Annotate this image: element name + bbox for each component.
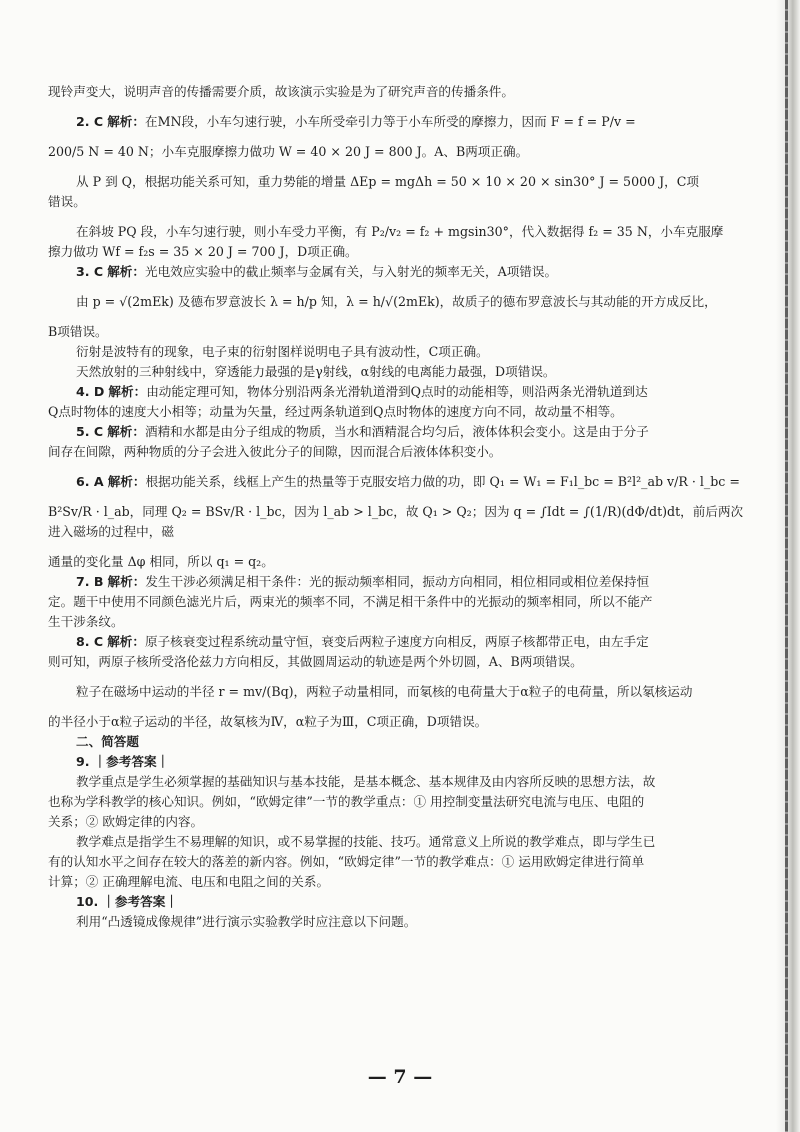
text-line: 2. C 解析：在MN段，小车匀速行驶，小车所受牵引力等于小车所受的摩擦力，因而 F = f = P/v = bbox=[76, 114, 636, 129]
analysis-label: 解析： bbox=[107, 474, 146, 489]
text-line: 3. C 解析：光电效应实验中的截止频率与金属有关，与入射光的频率无关，A项错误。 bbox=[76, 264, 558, 279]
reference-answer-label: ｜参考答案｜ bbox=[102, 894, 178, 909]
page-body bbox=[48, 82, 748, 932]
question-number: 2. C bbox=[76, 114, 104, 129]
text-line: 利用“凸透镜成像规律”进行演示实验教学时应注意以下问题。 bbox=[76, 914, 417, 929]
text-line: 7. B 解析：发生干涉必须满足相干条件：光的振动频率相同，振动方向相同，相位相同或相位差保持恒 bbox=[76, 574, 650, 589]
text-line: 有的认知水平之间存在较大的落差的新内容。例如，“欧姆定律”一节的教学难点：① 运用欧姆定律进行简单 bbox=[48, 854, 645, 869]
binding-edge-line bbox=[785, 0, 788, 1132]
analysis-label: 解析： bbox=[107, 264, 145, 279]
question-number: 9. bbox=[76, 754, 90, 769]
text-line bbox=[48, 752, 748, 772]
analysis-label: 解析： bbox=[107, 114, 145, 129]
text-line: 生干涉条纹。 bbox=[48, 614, 124, 629]
question-number: 8. C bbox=[76, 634, 104, 649]
scan-edge-shadow bbox=[776, 0, 800, 1132]
text-line: Q点时物体的速度大小相等；动量为矢量，经过两条轨道到Q点时物体的速度方向不同，故动量不相等。 bbox=[48, 404, 623, 419]
text-line: 现铃声变大，说明声音的传播需要介质，故该演示实验是为了研究声音的传播条件。 bbox=[48, 84, 514, 99]
text-line: B项错误。 bbox=[48, 324, 108, 339]
text-line: 擦力做功 Wf = f₂s = 35 × 20 J = 700 J，D项正确。 bbox=[48, 244, 358, 259]
text-line: 定。题干中使用不同颜色滤光片后，两束光的频率不同，不满足相干条件中的光振动的频率相同，所以不能产 bbox=[48, 594, 653, 609]
text-line: 6. A 解析：根据功能关系，线框上产生的热量等于克服安培力做的功，即 Q₁ = W₁ = F₁l_bc = B²l²_ab v/R · l_bc = bbox=[76, 474, 740, 489]
text-line: 的半径小于α粒子运动的半径，故氡核为Ⅳ，α粒子为Ⅲ，C项正确，D项错误。 bbox=[48, 714, 488, 729]
section-heading bbox=[48, 732, 748, 752]
text-line: 从 P 到 Q，根据功能关系可知，重力势能的增量 ΔEp = mgΔh = 50 × 10 × 20 × sin30° J = 5000 J，C项 bbox=[76, 174, 699, 189]
text-line bbox=[48, 892, 748, 912]
text-line: 计算；② 正确理解电流、电压和电阻之间的关系。 bbox=[48, 874, 330, 889]
text-line: 4. D 解析：由动能定理可知，物体分别沿两条光滑轨道滑到Q点时的动能相等，则沿两条光滑轨道到达 bbox=[76, 384, 648, 399]
text-line: B²Sv/R · l_ab，同理 Q₂ = BSv/R · l_bc，因为 l_ab > l_bc，故 Q₁ > Q₂；因为 q = ∫Idt = ∫(1/R)(dΦ/dt)dt，前后两次进入磁场的过程中，磁 bbox=[48, 504, 744, 539]
text-line: 关系；② 欧姆定律的内容。 bbox=[48, 814, 204, 829]
text-line: 粒子在磁场中运动的半径 r = mv/(Bq)，两粒子动量相同，而氡核的电荷量大于α粒子的电荷量，所以氡核运动 bbox=[76, 684, 693, 699]
question-number: 7. B bbox=[76, 574, 104, 589]
question-number: 4. D bbox=[76, 384, 105, 399]
text-line: 由 p = √(2mEk) 及德布罗意波长 λ = h/p 知，λ = h/√(2mEk)，故质子的德布罗意波长与其动能的开方成反比， bbox=[76, 294, 717, 309]
section-title: 二、简答题 bbox=[76, 734, 139, 749]
text-line: 教学难点是指学生不易理解的知识，或不易掌握的技能、技巧。通常意义上所说的教学难点，即与学生已 bbox=[76, 834, 656, 849]
question-number: 6. A bbox=[76, 474, 104, 489]
page-number: — 7 — bbox=[367, 1066, 433, 1088]
text-line: 则可知，两原子核所受洛伦兹力方向相反，其做圆周运动的轨迹是两个外切圆，A、B两项错误。 bbox=[48, 654, 583, 669]
text-line: 200/5 N = 40 N；小车克服摩擦力做功 W = 40 × 20 J = 800 J。A、B两项正确。 bbox=[48, 144, 529, 159]
text-line: 也称为学科教学的核心知识。例如，“欧姆定律”一节的教学重点：① 用控制变量法研究电流与电压、电阻的 bbox=[48, 794, 645, 809]
question-number: 3. C bbox=[76, 264, 104, 279]
text-line: 衍射是波特有的现象，电子束的衍射图样说明电子具有波动性，C项正确。 bbox=[76, 344, 489, 359]
question-number: 10. bbox=[76, 894, 99, 909]
text-line: 通量的变化量 Δφ 相同，所以 q₁ = q₂。 bbox=[48, 554, 274, 569]
analysis-label: 解析： bbox=[108, 384, 147, 399]
text-line: 天然放射的三种射线中，穿透能力最强的是γ射线，α射线的电离能力最强，D项错误。 bbox=[76, 364, 556, 379]
text-line: 教学重点是学生必须掌握的基础知识与基本技能，是基本概念、基本规律及由内容所反映的思想方法，故 bbox=[76, 774, 656, 789]
analysis-label: 解析： bbox=[107, 424, 145, 439]
reference-answer-label: ｜参考答案｜ bbox=[93, 754, 170, 769]
text-line: 错误。 bbox=[48, 194, 86, 209]
text-line: 在斜坡 PQ 段，小车匀速行驶，则小车受力平衡，有 P₂/v₂ = f₂ + mgsin30°，代入数据得 f₂ = 35 N，小车克服摩 bbox=[76, 224, 724, 239]
text-line: 8. C 解析：原子核衰变过程系统动量守恒，衰变后两粒子速度方向相反，两原子核都带正电，由左手定 bbox=[76, 634, 649, 649]
analysis-label: 解析： bbox=[107, 574, 146, 589]
text-line: 5. C 解析：酒精和水都是由分子组成的物质，当水和酒精混合均匀后，液体体积会变小。这是由于分子 bbox=[76, 424, 649, 439]
text-line: 间存在间隙，两种物质的分子会进入彼此分子的间隙，因而混合后液体体积变小。 bbox=[48, 444, 502, 459]
question-number: 5. C bbox=[76, 424, 104, 439]
analysis-label: 解析： bbox=[107, 634, 145, 649]
